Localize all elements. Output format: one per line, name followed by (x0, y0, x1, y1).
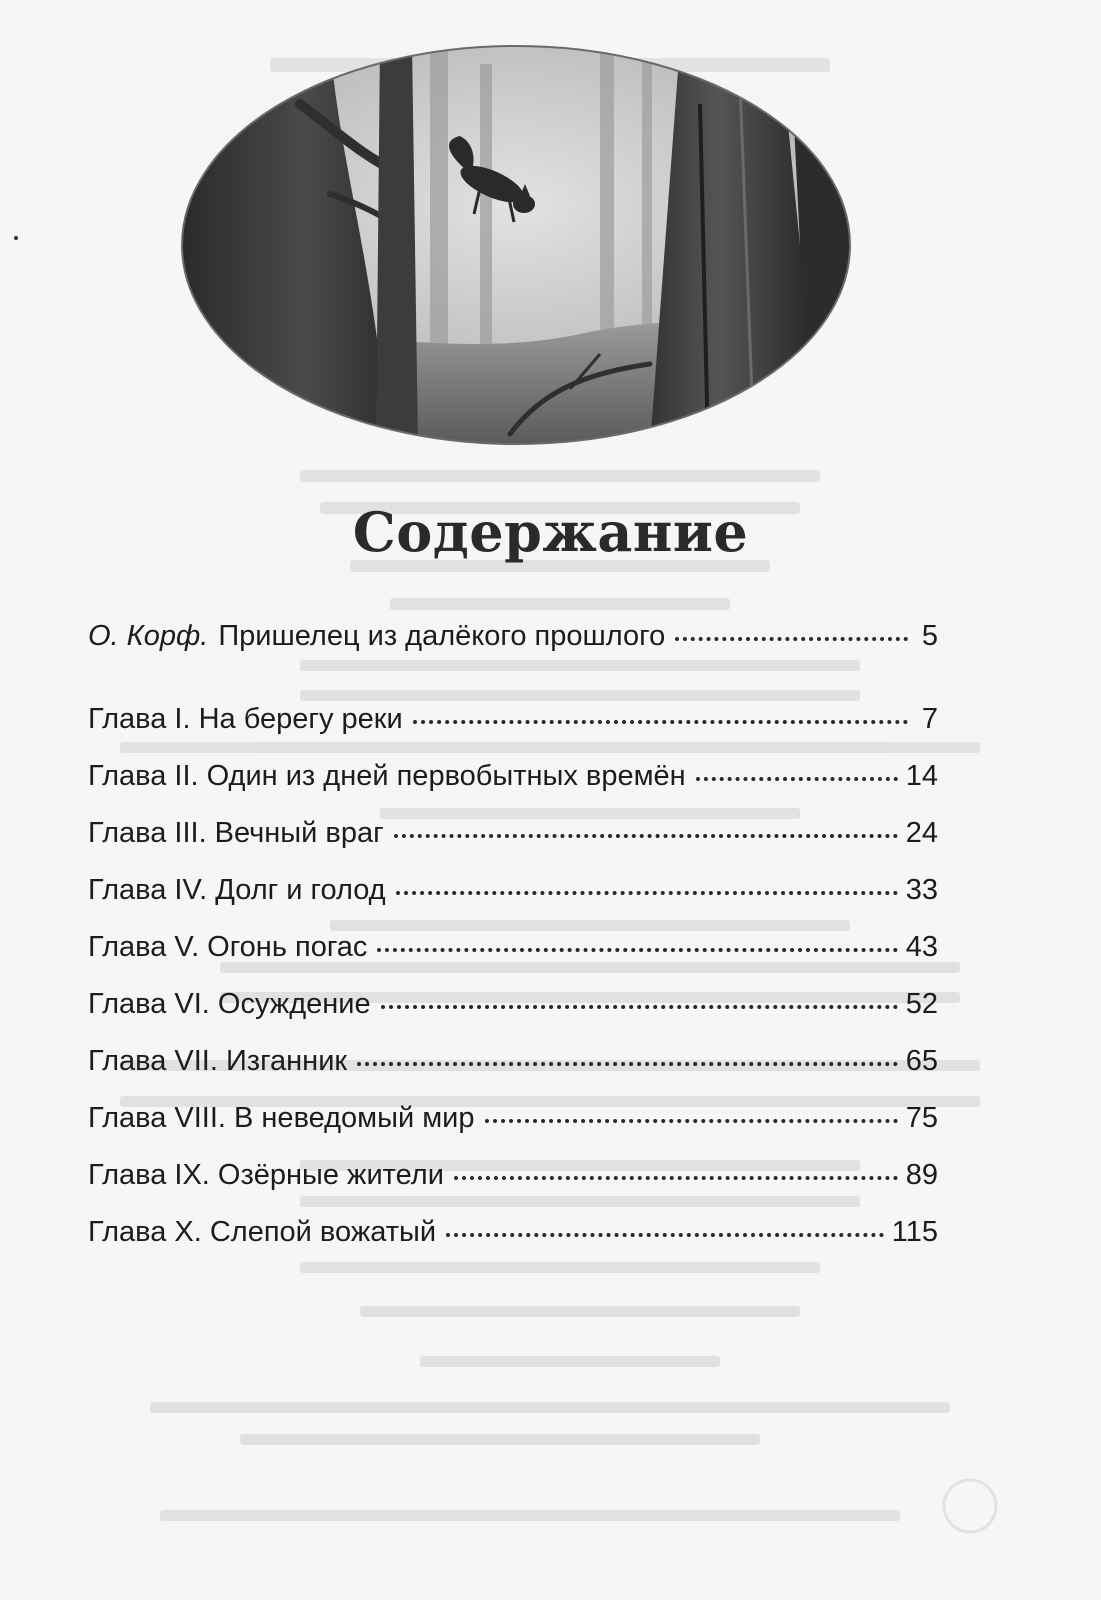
toc-dot-leader (357, 1062, 898, 1066)
toc-entry-title: Глава IX. Озёрные жители (88, 1159, 444, 1191)
toc-entry-title: Глава VII. Изганник (88, 1045, 348, 1077)
toc-entry-author: О. Корф. (88, 620, 209, 652)
toc-dot-leader (394, 834, 898, 838)
toc-entry-title: Глава VI. Осуждение (88, 988, 371, 1020)
toc-dot-leader (454, 1176, 898, 1180)
toc-entry-title: Глава X. Слепой вожатый (88, 1216, 437, 1248)
toc-entry-title: Пришелец из далёкого прошлого (218, 620, 666, 652)
toc-entry-page: 115 (891, 1216, 938, 1248)
toc-entry-chapter-7[interactable] (88, 1033, 938, 1090)
toc-entry-page: 43 (905, 931, 938, 963)
forest-squirrel-illustration (180, 44, 852, 446)
toc-entry-page: 89 (905, 1159, 938, 1191)
toc-dot-leader (485, 1119, 898, 1123)
toc-dot-leader (377, 948, 897, 952)
toc-entry-chapter-10[interactable] (88, 1204, 938, 1261)
toc-entry-chapter-9[interactable] (88, 1147, 938, 1204)
toc-entry-title: Глава V. Огонь погас (88, 931, 368, 963)
toc-entry-page: 33 (905, 874, 938, 906)
toc-entry-chapter-8[interactable] (88, 1090, 938, 1147)
toc-entry-page: 7 (921, 703, 938, 735)
toc-entry-page: 14 (905, 760, 938, 792)
toc-entry-title: Глава III. Вечный враг (88, 817, 384, 849)
toc-entry-chapter-4[interactable] (88, 862, 938, 919)
toc-entry-chapter-5[interactable] (88, 919, 938, 976)
toc-entry-chapter-3[interactable] (88, 805, 938, 862)
toc-heading: Содержание (352, 500, 749, 564)
toc-dot-leader (446, 1233, 884, 1237)
toc-entry-page: 75 (905, 1102, 938, 1134)
toc-entry-preface[interactable] (88, 608, 938, 665)
toc-entry-page: 65 (905, 1045, 938, 1077)
toc-entry-page: 5 (921, 620, 938, 652)
toc-entry-chapter-6[interactable] (88, 976, 938, 1033)
toc-dot-leader (675, 637, 908, 641)
print-speck (14, 236, 18, 240)
toc-dot-leader (381, 1005, 898, 1009)
toc-entry-page: 52 (905, 988, 938, 1020)
toc-dot-leader (413, 720, 908, 724)
toc-entry-chapter-2[interactable] (88, 748, 938, 805)
toc-entry-page: 24 (905, 817, 938, 849)
toc-entry-title: Глава I. На берегу реки (88, 703, 403, 735)
toc-dot-leader (696, 777, 898, 781)
toc-dot-leader (396, 891, 898, 895)
toc-entry-chapter-1[interactable] (88, 691, 938, 748)
toc-list (88, 608, 938, 1261)
toc-entry-title: Глава II. Один из дней первобытных времён (88, 760, 686, 792)
toc-entry-title: Глава VIII. В неведомый мир (88, 1102, 475, 1134)
toc-entry-title: Глава IV. Долг и голод (88, 874, 386, 906)
